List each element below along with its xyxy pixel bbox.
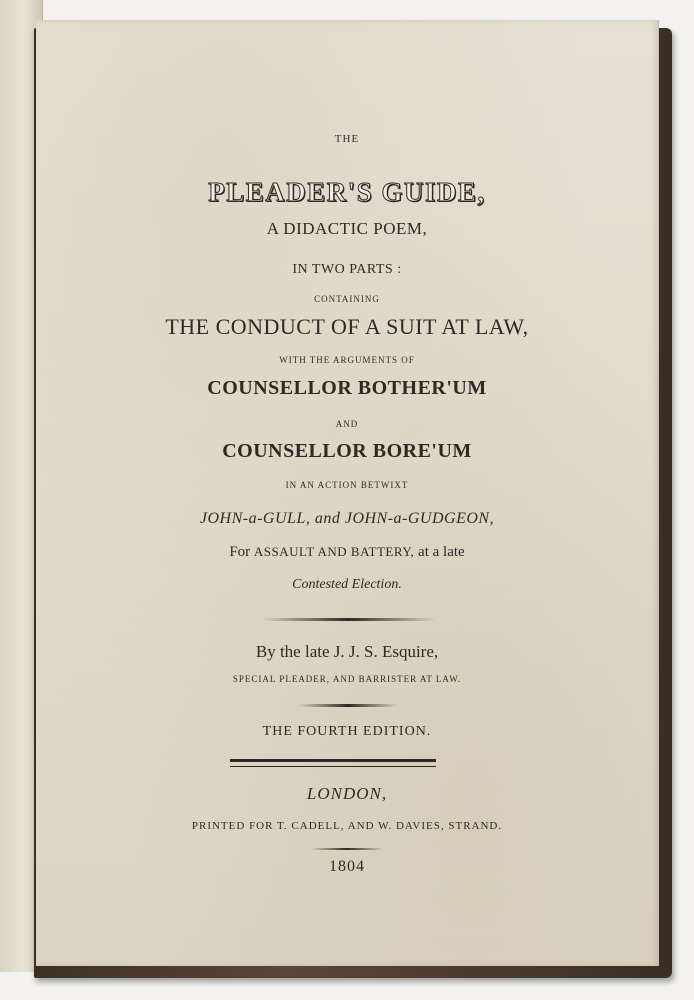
edition-line: THE FOURTH EDITION. [262, 724, 432, 739]
assault-caps: ASSAULT AND BATTERY, [253, 544, 415, 559]
parts-line: IN TWO PARTS : [292, 262, 402, 277]
assault-line [36, 544, 658, 561]
author-line: By the late J. J. S. Esquire, [255, 642, 439, 661]
counsellor-botherum: COUNSELLOR BOTHER'UM [207, 377, 487, 399]
and-line: AND [335, 419, 359, 429]
main-title: PLEADER'S GUIDE, [208, 177, 486, 207]
imprint-city: LONDON, [306, 784, 388, 803]
counsellor-boreum: COUNSELLOR BORE'UM [222, 440, 472, 462]
assault-tail: at a late [418, 544, 465, 560]
containing-line: CONTAINING [314, 294, 380, 304]
ornamental-rule-1 [261, 618, 436, 621]
author-role: SPECIAL PLEADER, AND BARRISTER AT LAW. [232, 674, 462, 684]
title-page [36, 20, 659, 966]
subtitle: A DIDACTIC POEM, [266, 219, 428, 238]
ornamental-rule-3 [311, 848, 383, 850]
assault-for: For [229, 544, 251, 560]
action-line: IN AN ACTION BETWIXT [285, 480, 409, 490]
conduct-line: THE CONDUCT OF A SUIT AT LAW, [165, 314, 529, 339]
imprint-printer: PRINTED FOR T. CADELL, AND W. DAVIES, STRAND. [191, 820, 503, 832]
parties-line: JOHN-a-GULL, and JOHN-a-GUDGEON, [199, 510, 495, 527]
imprint-year: 1804 [329, 858, 365, 875]
arguments-line: WITH THE ARGUMENTS OF [279, 355, 415, 365]
double-rule [230, 759, 436, 767]
contested-election: Contested Election. [292, 577, 402, 592]
ornamental-rule-2 [298, 704, 398, 707]
title-article: THE [334, 133, 360, 145]
